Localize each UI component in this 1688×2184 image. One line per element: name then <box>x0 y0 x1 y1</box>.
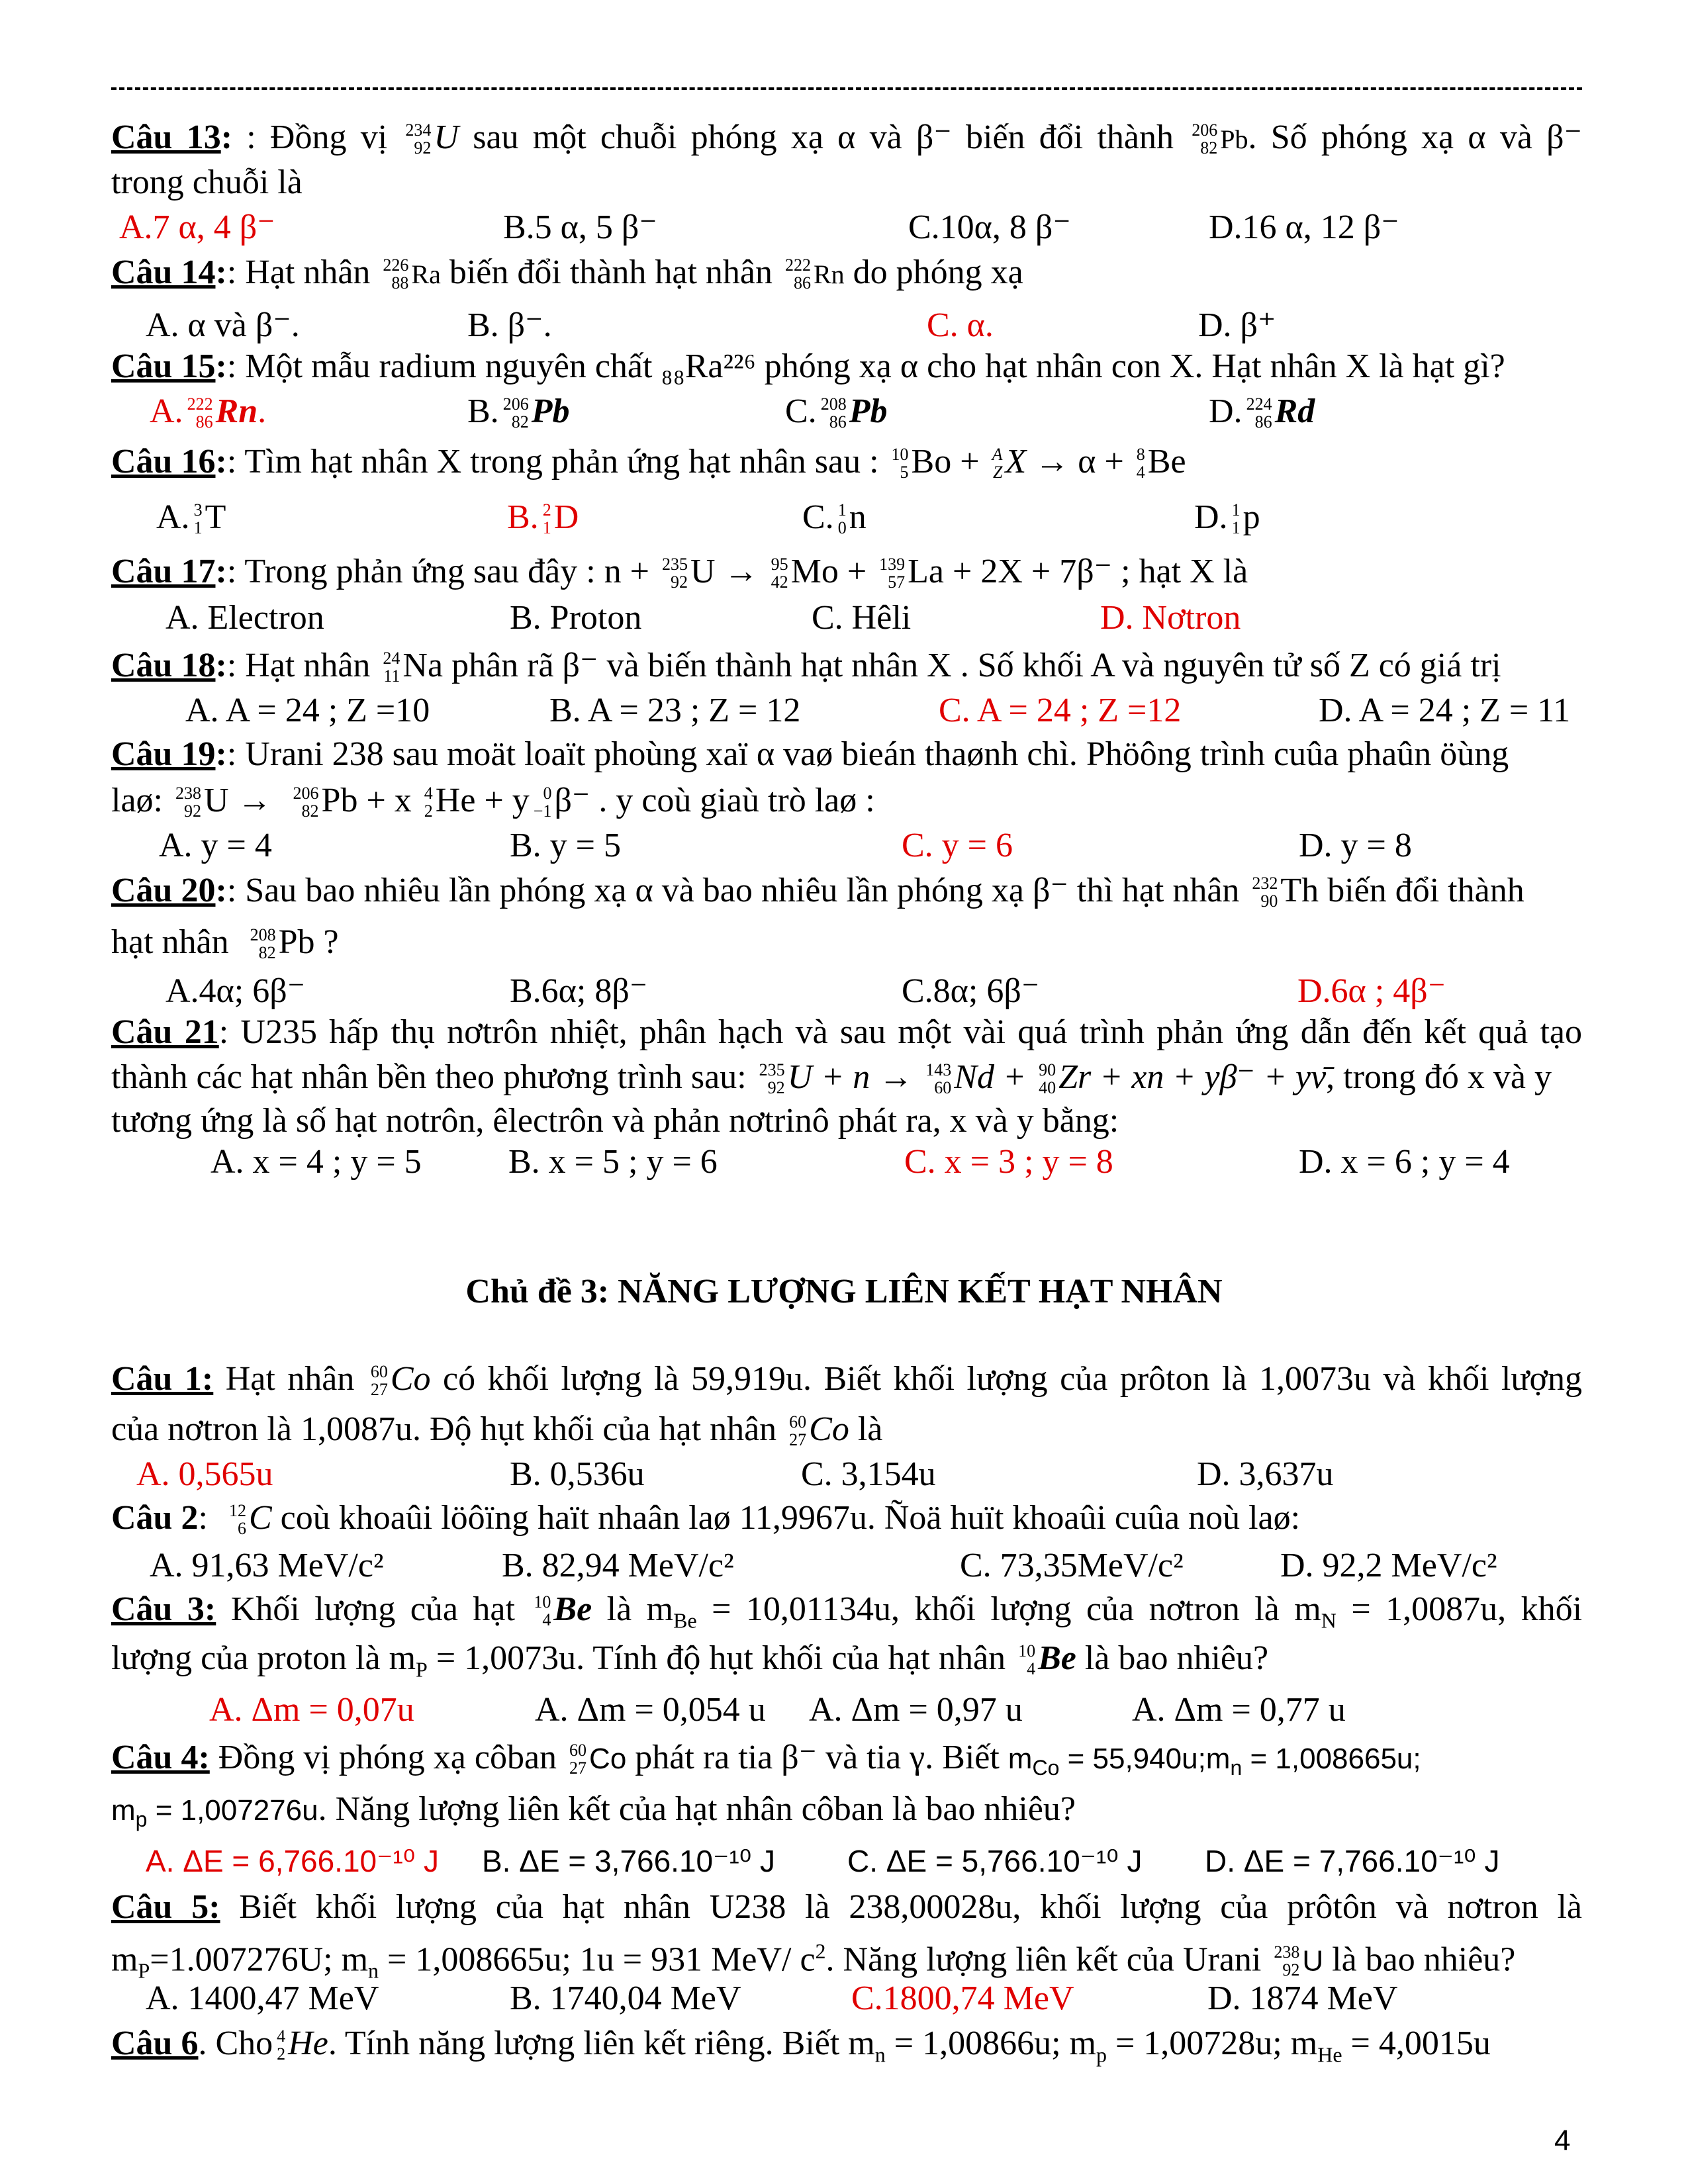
q21-line3: tương ứng là số hạt notrôn, êlectrôn và phản nơtrinô phát ra, x và y bằng: <box>111 1102 1119 1140</box>
c1-option-b: B. 0,536u <box>510 1455 645 1493</box>
q13-text-a: : Đồng vị <box>246 118 388 156</box>
q16-option-d: D. 1 1 p <box>1194 498 1260 538</box>
c3-option-d: A. Δm = 0,77 u <box>1132 1691 1346 1729</box>
c4-option-d: D. ΔE = 7,766.10⁻¹⁰ J <box>1205 1844 1500 1878</box>
q16-line1: Câu 16:: Tìm hạt nhân X trong phản ứng hạt nhân sau : 10 5 Bo + A Z X → α + 8 4 Be <box>111 443 1186 482</box>
q16-option-a: A. 3 1 T <box>156 498 226 538</box>
q14-option-b: B. β⁻. <box>467 306 552 344</box>
q19-option-d: D. y = 8 <box>1299 827 1412 864</box>
q14-option-c: C. α. <box>927 306 994 344</box>
q19-line1: Câu 19:: Urani 238 sau moät loaït phoùng xaï α vaø bieán thaønh chì. Phöông trình cuûa phaûn öùng <box>111 735 1509 773</box>
q14-option-d: D. β⁺ <box>1198 306 1276 344</box>
c6-line1: Câu 6. Cho 4 2 He. Tính năng lượng liên kết riêng. Biết $m_n = 1,00866u$; $m_p = 1,00728u$; $m_{He} = 4,0015u$ <box>111 2025 1491 2067</box>
q18-option-b: B. A = 23 ; Z = 12 <box>549 692 801 729</box>
q21-option-b: B. x = 5 ; y = 6 <box>508 1143 718 1181</box>
q13-text-c: . Số phóng xạ α và β⁻ <box>1248 118 1583 156</box>
c3-option-c: A. Δm = 0,97 u <box>809 1691 1023 1729</box>
c1-line2: của nơtron là 1,0087u. Độ hụt khối của hạt nhân 60 27 Co là <box>111 1410 883 1450</box>
c3-option-a: A. Δm = 0,07u <box>209 1691 414 1729</box>
q19-line2: laø: 238 92 U → 206 82 Pb + x 4 2 He + y 0 −1 β⁻ . y coù giaù trò laø : <box>111 782 875 821</box>
q19-option-a: A. y = 4 <box>159 827 272 864</box>
c1-option-d: D. 3,637u <box>1197 1455 1334 1493</box>
q15-option-b: B. 206 82 Pb <box>467 392 570 432</box>
q14-option-a: A. α và β⁻. <box>146 306 300 344</box>
c3-line2: lượng của proton là $m_P = 1,0073u$. Tính độ hụt khối của hạt nhân 10 4 Be là bao nhiêu? <box>111 1639 1269 1682</box>
c2-option-d: D. 92,2 MeV/c² <box>1280 1547 1497 1584</box>
c4-option-c: C. ΔE = 5,766.10⁻¹⁰ J <box>847 1844 1143 1878</box>
q18-option-a: A. A = 24 ; Z =10 <box>185 692 430 729</box>
c5-option-c: C.1800,74 MeV <box>851 1979 1074 2017</box>
q18-option-d: D. A = 24 ; Z = 11 <box>1319 692 1571 729</box>
c2-option-b: B. 82,94 MeV/c² <box>502 1547 734 1584</box>
q20-line2: hạt nhân 208 82 Pb ? <box>111 923 339 963</box>
q15-option-c: C. 208 86 Pb <box>785 392 888 432</box>
c4-line2: $m_p = 1,007276u$. Năng lượng liên kết của hạt nhân côban là bao nhiêu? <box>111 1790 1076 1831</box>
c2-option-a: A. 91,63 MeV/c² <box>150 1547 384 1584</box>
q13-option-c: C.10α, 8 β⁻ <box>908 208 1071 246</box>
q19-option-c: C. y = 6 <box>902 827 1013 864</box>
q21-option-c: C. x = 3 ; y = 8 <box>904 1143 1113 1181</box>
page-number: 4 <box>1554 2124 1571 2157</box>
c1-line1: Câu 1: Hạt nhân 60 27 Co có khối lượng là 59,919u. Biết khối lượng của prôton là 1,0073u và khối lượng <box>111 1360 1583 1400</box>
q16-option-b: B. 2 1 D <box>507 498 579 538</box>
q18-line1: Câu 18:: Hạt nhân 24 11 Na phân rã β⁻ và biến thành hạt nhân X . Số khối A và nguyên tử số Z có giá trị <box>111 647 1501 686</box>
q20-option-c: C.8α; 6β⁻ <box>902 972 1040 1010</box>
q15-line1: Câu 15:: Một mẫu radium nguyên chất ₈₈Ra²²⁶ phóng xạ α cho hạt nhân con X. Hạt nhân X là hạt gì? <box>111 347 1505 385</box>
q17-option-b: B. Proton <box>510 599 642 637</box>
q17-option-c: C. Hêli <box>812 599 912 637</box>
c5-option-a: A. 1400,47 MeV <box>146 1979 379 2017</box>
c5-line1: Câu 5: Biết khối lượng của hạt nhân U238 là 238,00028u, khối lượng của prôtôn và nơtron là <box>111 1888 1582 1926</box>
q13-text-b: sau một chuỗi phóng xạ α và β⁻ biến đổi thành <box>473 118 1174 156</box>
q14-line1: Câu 14:: Hạt nhân 226 88 Ra biến đổi thành hạt nhân 222 86 Rn do phóng xạ <box>111 253 1023 293</box>
q20-option-b: B.6α; 8β⁻ <box>510 972 648 1010</box>
q19-option-b: B. y = 5 <box>510 827 622 864</box>
c2-option-c: C. 73,35MeV/c² <box>960 1547 1184 1584</box>
q20-line1: Câu 20:: Sau bao nhiêu lần phóng xạ α và bao nhiêu lần phóng xạ β⁻ thì hạt nhân 232 90 Th biến đổi thành <box>111 872 1524 911</box>
q13-line1: Câu 13: : Đồng vị 234 92 U sau một chuỗi phóng xạ α và β⁻ biến đổi thành 206 82 Pb. Số phóng xạ α và β⁻ <box>111 118 1583 158</box>
q20-option-a: A.4α; 6β⁻ <box>165 972 306 1010</box>
q15-option-a: A. 222 86 Rn. <box>150 392 267 432</box>
c5-option-d: D. 1874 MeV <box>1207 1979 1398 2017</box>
q21-line2: thành các hạt nhân bền theo phương trình sau: 235 92 U + n → 143 60 Nd + 90 40 Zr + xn + yβ⁻ + yν̄, trong đó x và y <box>111 1058 1552 1098</box>
q21-option-d: D. x = 6 ; y = 4 <box>1299 1143 1510 1181</box>
q13-nuclide-1: 234 92 <box>405 120 432 158</box>
q17-line1: Câu 17:: Trong phản ứng sau đây : n + 235 92 U → 95 42 Mo + 139 57 La + 2X + 7β⁻ ; hạt X là <box>111 553 1248 592</box>
dashed-separator <box>111 87 1582 90</box>
q13-option-b: B.5 α, 5 β⁻ <box>503 208 657 246</box>
q16-option-c: C. 1 0 n <box>802 498 867 538</box>
q13-option-a: A.7 α, 4 β⁻ <box>119 208 275 246</box>
q21-option-a: A. x = 4 ; y = 5 <box>211 1143 422 1181</box>
q21-line1: Câu 21: U235 hấp thụ nơtrôn nhiệt, phân hạch và sau một vài quá trình phản ứng dẫn đến kết quả tạo <box>111 1013 1583 1051</box>
q13-nuclide-2: 206 82 <box>1192 120 1218 158</box>
c4-line1: Câu 4: Đồng vị phóng xạ côban 60 27 Co phát ra tia β⁻ và tia γ. Biết $m_{Co}$ = $55,940u;m_n = 1,008665u$; <box>111 1739 1421 1780</box>
q17-option-d: D. Nơtron <box>1100 599 1241 637</box>
q13-line2: trong chuỗi là <box>111 163 303 201</box>
c4-option-b: B. ΔE = 3,766.10⁻¹⁰ J <box>482 1844 775 1878</box>
c4-option-a: A. ΔE = 6,766.10⁻¹⁰ J <box>146 1844 439 1878</box>
q13-option-d: D.16 α, 12 β⁻ <box>1209 208 1399 246</box>
q20-option-d: D.6α ; 4β⁻ <box>1297 972 1446 1010</box>
c1-option-c: C. 3,154u <box>801 1455 936 1493</box>
c1-option-a: A. 0,565u <box>136 1455 273 1493</box>
q17-option-a: A. Electron <box>165 599 324 637</box>
c5-option-b: B. 1740,04 MeV <box>510 1979 741 2017</box>
section-heading: Chủ đề 3: NĂNG LƯỢNG LIÊN KẾT HẠT NHÂN <box>465 1273 1223 1310</box>
q15-option-d: D. 224 86 Rd <box>1209 392 1315 432</box>
c3-option-b: A. Δm = 0,054 u <box>535 1691 766 1729</box>
c2-line1: Câu 2: 12 6 C coù khoaûi löôïng haït nhaân laø 11,9967u. Ñoä huït khoaûi cuûa noù laø: <box>111 1499 1301 1539</box>
c5-line2: $m_P=1.007276U$; $m_n = 1,008665u$; 1u = 931 MeV/ $c^2$. Năng lượng liên kết của Urani 238 92 U là bao nhiêu? <box>111 1939 1516 1983</box>
c3-line1: Câu 3: Khối lượng của hạt 10 4 Be là $m_{Be} = 10,01134u$, khối lượng của nơtron là $m_N = 1,0087u$, khối <box>111 1590 1583 1633</box>
q18-option-c: C. A = 24 ; Z =12 <box>939 692 1182 729</box>
q13-label: Câu 13 <box>111 118 221 156</box>
